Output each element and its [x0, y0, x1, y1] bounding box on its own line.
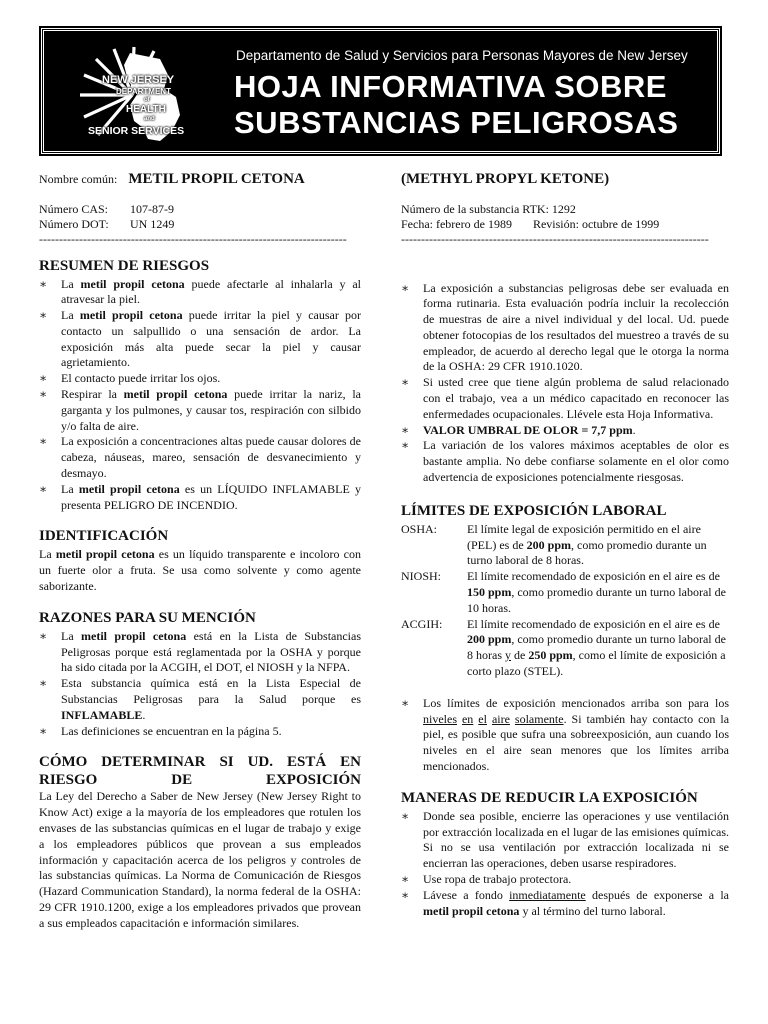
header-banner [41, 28, 720, 154]
list-item: ∗ Donde sea posible, encierre las operaciones y use ventilación por extracción localizada en el lugar de las emisiones químicas. Si no se usa ventilación por extracción localizada ni se encierran las operaciones, deben usarse respiradores. [401, 809, 729, 872]
dash-divider: ----------------------------------------------------------------------------- [401, 232, 709, 245]
common-name-row [39, 172, 361, 188]
section-title-identificacion: IDENTIFICACIÓN [39, 528, 169, 545]
limit-osha: OSHA: El límite legal de exposición permitido en el aire (PEL) es de 200 ppm, como promedio durante un turno laboral de 8 horas. [401, 521, 707, 568]
list-item: ∗ VALOR UMBRAL DE OLOR = 7,7 ppm. [401, 423, 729, 439]
date: Fecha: febrero de 1989 [401, 217, 512, 231]
list-item: ∗ El contacto puede irritar los ojos. [39, 371, 361, 387]
list-item: ∗ La metil propil cetona puede afectarle al inhalarla y al atravesar la piel. [39, 277, 361, 309]
list-item: ∗ La variación de los valores máximos aceptables de olor es bastante amplia. No debe confiarse solamente en el olor como advertencia de exposiciones potencialmente riesgosas. [401, 438, 729, 485]
cas-number: 107-87-9 [130, 201, 174, 216]
nj-health-logo [72, 45, 222, 143]
dot-label: Número DOT: [39, 217, 109, 231]
section-title-como: CÓMO DETERMINAR SI UD. ESTÁ EN RIESGO DE EXPOSICIÓN [39, 754, 361, 789]
logo-text-3: of [144, 97, 150, 103]
english-name: (METHYL PROPYL KETONE) [401, 171, 610, 187]
section-title-limites: LÍMITES DE EXPOSICIÓN LABORAL [401, 502, 667, 519]
list-item: ∗ La exposición a concentraciones altas puede causar dolores de cabeza, náuseas, mareo, sensación de desvanecimiento y desmayo. [39, 434, 361, 481]
logo-text-5: and [144, 116, 155, 122]
identificacion-text: La metil propil cetona es un líquido transparente e incoloro con un fuerte olor a fruta. Se usa como solvente y como agente saborizante. [39, 547, 362, 594]
logo-text-4: HEALTH [126, 104, 166, 115]
list-item: ∗ La metil propil cetona es un LÍQUIDO INFLAMABLE y presenta PELIGRO DE INCENDIO. [39, 482, 361, 514]
revision-date: Revisión: octubre de 1999 [532, 217, 660, 231]
dot-row [39, 217, 361, 233]
dot-number: UN 1249 [130, 217, 175, 231]
title-line-1: HOJA INFORMATIVA SOBRE [234, 69, 667, 104]
list-item: ∗ Use ropa de trabajo protectora. [401, 872, 729, 888]
logo-text-2: DEPARTMENT [116, 87, 171, 96]
list-item: ∗ Las definiciones se encuentran en la página 5. [39, 724, 361, 740]
logo-text-1: NEW JERSEY [102, 74, 175, 86]
rtk-number: Número de la substancia RTK: 1292 [401, 201, 576, 216]
list-item: ∗ La metil propil cetona puede irritar la piel y causar por contacto un salpullido o una sensación de ardor. La exposición más alta puede secar la piel y causar agrietamiento. [39, 308, 361, 371]
section-title-resumen: RESUMEN DE RIESGOS [39, 257, 210, 274]
limit-niosh: NIOSH: El límite recomendado de exposición en el aire es de 150 ppm, como promedio durante un turno laboral de 10 horas. [401, 569, 726, 615]
date-row [401, 217, 729, 233]
list-item: ∗ Los límites de exposición mencionados arriba son para los niveles en el aire solamente. Si también hay contacto con la piel, es posible que sufra una sobreexposición, aun cuando los niveles en el aire sean menores que los límites arriba mencionados. [401, 696, 729, 775]
dash-divider: ----------------------------------------------------------------------------- [39, 232, 347, 245]
title-line-2: SUBSTANCIAS PELIGROSAS [234, 105, 679, 140]
cas-label: Número CAS: [39, 201, 108, 216]
common-name: METIL PROPIL CETONA [128, 171, 305, 187]
section-title-razones: RAZONES PARA SU MENCIÓN [39, 609, 256, 626]
section-title-maneras: MANERAS DE REDUCIR LA EXPOSICIÓN [401, 789, 698, 806]
left-column [39, 172, 361, 932]
limit-acgih: ACGIH: El límite recomendado de exposición en el aire es de 200 ppm, como promedio durante un turno laboral de 8 horas y de 250 ppm, como el límite de exposición a corto plazo (STEL). [401, 616, 726, 679]
right-column [401, 172, 729, 919]
list-item: ∗ Lávese a fondo inmediatamente después de exponerse a la metil propil cetona y al término del turno laboral. [401, 888, 729, 920]
cas-row [39, 202, 361, 218]
list-item: ∗ La exposición a substancias peligrosas debe ser evaluada en forma rutinaria. Esta evaluación podría incluir la recolección de muestras de aire a nivel individual y del local. Ud. puede obtener fotocopias de los resultados del muestreo a través de su empleador, de acuerdo al derecho legal que le otorga la norma de la OSHA: 29 CFR 1910.1020. [401, 281, 729, 376]
logo-text-6: SENIOR SERVICES [88, 125, 185, 137]
como-text: La Ley del Derecho a Saber de New Jersey (New Jersey Right to Know Act) exige a la mayoría de los empleadores que rotulen los envases de las substancias químicas en el lugar de trabajo y exige a los empleadores públicos que provean a sus empleados información y capacitación acerca de los peligros y controles de las substancias químicas. La Norma de Comunicación de Riesgos (Hazard Communication Standard), la norma federal de la OSHA: 29 CFR 1910.1200, exige a los empleadores privados que provean a sus empleados capacitación e información similares. [39, 789, 361, 930]
list-item: ∗ Si usted cree que tiene algún problema de salud relacionado con el trabajo, vea a un médico capacitado en reconocer las enfermedades ocupacionales. Llévele esta Hoja Informativa. [401, 375, 729, 422]
department-name: Departamento de Salud y Servicios para Personas Mayores de New Jersey [236, 48, 688, 63]
list-item: ∗ Respirar la metil propil cetona puede irritar la nariz, la garganta y los pulmones, y causar tos, respiración con silbido y/o falta de aire. [39, 387, 361, 434]
list-item: ∗ Esta substancia química está en la Lista Especial de Substancias Peligrosas para la Salud porque es INFLAMABLE. [39, 676, 361, 723]
list-item: ∗ La metil propil cetona está en la Lista de Substancias Peligrosas porque está reglamentada por la OSHA y porque ha sido citada por la ACGIH, el DOT, el NIOSH y la NFPA. [39, 629, 361, 676]
common-name-label: Nombre común: [39, 172, 118, 186]
